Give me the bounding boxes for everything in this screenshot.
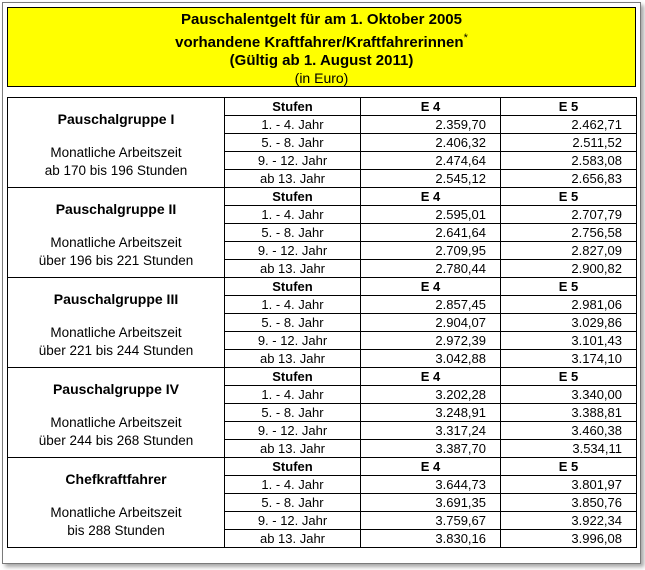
- hours-range: bis 288 Stunden: [67, 523, 165, 538]
- e4-value-cell: 2.709,95: [361, 242, 501, 260]
- stufe-cell: ab 13. Jahr: [225, 260, 361, 278]
- e4-value-cell: 2.474,64: [361, 152, 501, 170]
- group-hours: [8, 504, 224, 540]
- salary-table: [7, 97, 637, 548]
- e5-value-cell: 3.996,08: [501, 530, 637, 548]
- e4-value-cell: 2.595,01: [361, 206, 501, 224]
- stufe-cell: 1. - 4. Jahr: [225, 206, 361, 224]
- e5-value-cell: 2.707,79: [501, 206, 637, 224]
- hours-label: Monatliche Arbeitszeit: [50, 235, 182, 250]
- group-header-row: [8, 458, 637, 476]
- stufe-cell: 9. - 12. Jahr: [225, 422, 361, 440]
- e5-value-cell: 3.850,76: [501, 494, 637, 512]
- stufe-cell: ab 13. Jahr: [225, 440, 361, 458]
- e5-value-cell: 3.922,34: [501, 512, 637, 530]
- stufe-cell: ab 13. Jahr: [225, 350, 361, 368]
- group-label-cell: [8, 278, 225, 368]
- stufe-cell: 5. - 8. Jahr: [225, 404, 361, 422]
- hours-range: ab 170 bis 196 Stunden: [44, 163, 188, 178]
- stufe-cell: ab 13. Jahr: [225, 530, 361, 548]
- e4-value-cell: 2.857,45: [361, 296, 501, 314]
- column-header-e5: E 5: [501, 368, 637, 386]
- group-header-row: [8, 368, 637, 386]
- stufe-cell: 9. - 12. Jahr: [225, 512, 361, 530]
- column-header-e5: E 5: [501, 458, 637, 476]
- group-hours: [8, 324, 224, 360]
- group-hours: [8, 414, 224, 450]
- hours-label: Monatliche Arbeitszeit: [50, 505, 182, 520]
- hours-range: über 244 bis 268 Stunden: [38, 433, 194, 448]
- stufe-cell: 5. - 8. Jahr: [225, 494, 361, 512]
- group-name: Chefkraftfahrer: [65, 471, 167, 487]
- column-header-stufen: Stufen: [225, 98, 361, 116]
- stufe-cell: 1. - 4. Jahr: [225, 116, 361, 134]
- stufe-cell: 1. - 4. Jahr: [225, 386, 361, 404]
- e4-value-cell: 2.545,12: [361, 170, 501, 188]
- stufe-cell: 5. - 8. Jahr: [225, 314, 361, 332]
- e4-value-cell: 2.904,07: [361, 314, 501, 332]
- e4-value-cell: 3.759,67: [361, 512, 501, 530]
- e4-value-cell: 2.972,39: [361, 332, 501, 350]
- e5-value-cell: 3.101,43: [501, 332, 637, 350]
- hours-label: Monatliche Arbeitszeit: [50, 325, 182, 340]
- group-header-row: [8, 278, 637, 296]
- group-hours: [8, 144, 224, 180]
- group-name: Pauschalgruppe I: [57, 111, 175, 127]
- e5-value-cell: 3.388,81: [501, 404, 637, 422]
- validity-line: (Gültig ab 1. August 2011): [229, 52, 414, 69]
- e5-value-cell: 3.340,00: [501, 386, 637, 404]
- e5-value-cell: 2.656,83: [501, 170, 637, 188]
- group-hours: [8, 234, 224, 270]
- stufe-cell: 5. - 8. Jahr: [225, 134, 361, 152]
- title-line-1: Pauschalentgelt für am 1. Oktober 2005: [181, 11, 462, 28]
- title-line-2: [8, 29, 635, 52]
- group-label-cell: [8, 188, 225, 278]
- e5-value-cell: 2.511,52: [501, 134, 637, 152]
- column-header-e4: E 4: [361, 188, 501, 206]
- stufe-cell: 9. - 12. Jahr: [225, 332, 361, 350]
- group-label-cell: [8, 368, 225, 458]
- e5-value-cell: 2.981,06: [501, 296, 637, 314]
- salary-table-body: [8, 98, 637, 548]
- column-header-e5: E 5: [501, 278, 637, 296]
- column-header-e4: E 4: [361, 98, 501, 116]
- table-header-box: [7, 7, 636, 87]
- column-header-e4: E 4: [361, 278, 501, 296]
- currency-note: (in Euro): [294, 70, 349, 86]
- group-label-cell: [8, 98, 225, 188]
- column-header-e5: E 5: [501, 188, 637, 206]
- group-name: Pauschalgruppe III: [53, 291, 179, 307]
- column-header-stufen: Stufen: [225, 458, 361, 476]
- column-header-stufen: Stufen: [225, 188, 361, 206]
- column-header-e4: E 4: [361, 458, 501, 476]
- e5-value-cell: 3.801,97: [501, 476, 637, 494]
- e4-value-cell: 3.248,91: [361, 404, 501, 422]
- title-line-2-text: vorhandene Kraftfahrer/Kraftfahrerinnen: [175, 34, 464, 51]
- e5-value-cell: 3.174,10: [501, 350, 637, 368]
- group-name: Pauschalgruppe IV: [52, 381, 180, 397]
- stufe-cell: 9. - 12. Jahr: [225, 152, 361, 170]
- e4-value-cell: 3.202,28: [361, 386, 501, 404]
- group-header-row: [8, 98, 637, 116]
- column-header-e5: E 5: [501, 98, 637, 116]
- stufe-cell: 5. - 8. Jahr: [225, 224, 361, 242]
- e4-value-cell: 2.406,32: [361, 134, 501, 152]
- e4-value-cell: 2.780,44: [361, 260, 501, 278]
- group-header-row: [8, 188, 637, 206]
- e5-value-cell: 3.460,38: [501, 422, 637, 440]
- footnote-mark: *: [463, 32, 468, 44]
- e5-value-cell: 3.534,11: [501, 440, 637, 458]
- group-name: Pauschalgruppe II: [55, 201, 177, 217]
- e5-value-cell: 2.827,09: [501, 242, 637, 260]
- e4-value-cell: 3.317,24: [361, 422, 501, 440]
- column-header-stufen: Stufen: [225, 278, 361, 296]
- stufe-cell: 9. - 12. Jahr: [225, 242, 361, 260]
- e5-value-cell: 2.756,58: [501, 224, 637, 242]
- group-label-cell: [8, 458, 225, 548]
- stufe-cell: 1. - 4. Jahr: [225, 476, 361, 494]
- e5-value-cell: 2.900,82: [501, 260, 637, 278]
- stufe-cell: ab 13. Jahr: [225, 170, 361, 188]
- e4-value-cell: 2.359,70: [361, 116, 501, 134]
- column-header-e4: E 4: [361, 368, 501, 386]
- e4-value-cell: 2.641,64: [361, 224, 501, 242]
- hours-label: Monatliche Arbeitszeit: [50, 415, 182, 430]
- e5-value-cell: 2.583,08: [501, 152, 637, 170]
- document-frame: [2, 2, 641, 564]
- e5-value-cell: 2.462,71: [501, 116, 637, 134]
- e4-value-cell: 3.042,88: [361, 350, 501, 368]
- column-header-stufen: Stufen: [225, 368, 361, 386]
- hours-label: Monatliche Arbeitszeit: [50, 145, 182, 160]
- e4-value-cell: 3.830,16: [361, 530, 501, 548]
- e4-value-cell: 3.644,73: [361, 476, 501, 494]
- e4-value-cell: 3.387,70: [361, 440, 501, 458]
- stufe-cell: 1. - 4. Jahr: [225, 296, 361, 314]
- e5-value-cell: 3.029,86: [501, 314, 637, 332]
- hours-range: über 221 bis 244 Stunden: [38, 343, 194, 358]
- hours-range: über 196 bis 221 Stunden: [38, 253, 194, 268]
- e4-value-cell: 3.691,35: [361, 494, 501, 512]
